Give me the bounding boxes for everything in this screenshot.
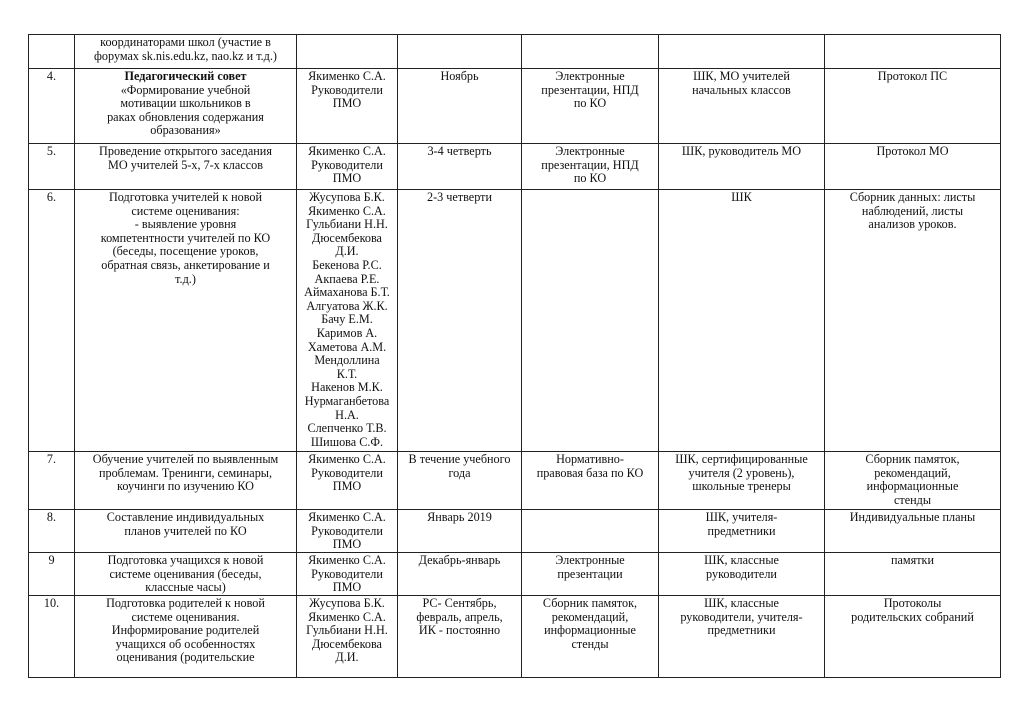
- cell-responsible: [297, 190, 398, 452]
- row-number: 10.: [43, 596, 60, 610]
- activity-line: классные часы): [145, 580, 226, 595]
- cell-resources: [522, 510, 659, 553]
- responsible-line: Д.И.: [335, 650, 359, 665]
- timing-line: Ноябрь: [440, 69, 479, 83]
- activity-line: системе оценивания (беседы,: [109, 566, 262, 581]
- cell-num: [29, 596, 75, 678]
- resources-line: Электронные: [555, 69, 625, 83]
- timing-line: 3-4 четверть: [427, 144, 492, 158]
- cell-responsible: [297, 69, 398, 144]
- participants-line: школьные тренеры: [692, 479, 791, 494]
- table-row: [29, 452, 1001, 510]
- resources-line: презентации, НПД: [541, 82, 639, 97]
- cell-activity: [75, 510, 297, 553]
- cell-output: [825, 35, 1001, 69]
- cell-timing: [398, 144, 522, 190]
- output-line: Протокол ПС: [877, 69, 948, 83]
- activity-line: обратная связь, анкетирование и: [101, 257, 270, 272]
- responsible-line: Бекенова Р.С.: [312, 257, 382, 272]
- activity-line: Подготовка учителей к новой: [109, 190, 262, 204]
- participants-line: ШК, сертифицированные: [675, 452, 808, 466]
- activity-line: «Формирование учебной: [120, 82, 251, 97]
- responsible-line: Бачу Е.М.: [321, 312, 373, 327]
- cell-output: [825, 69, 1001, 144]
- row-number: 7.: [46, 452, 57, 466]
- resources-line: информационные: [544, 623, 636, 638]
- cell-resources: [522, 553, 659, 596]
- responsible-line: Дюсембекова: [312, 636, 382, 651]
- cell-activity: [75, 69, 297, 144]
- table-row: [29, 144, 1001, 190]
- responsible-line: Акпаева Р.Е.: [314, 271, 380, 286]
- responsible-line: ПМО: [332, 580, 362, 595]
- cell-timing: [398, 553, 522, 596]
- output-line: Сборник памяток,: [865, 452, 960, 466]
- cell-num: [29, 144, 75, 190]
- activity-line: системе оценивания:: [131, 203, 240, 218]
- cell-timing: [398, 596, 522, 678]
- output-line: стенды: [893, 492, 932, 507]
- cell-participants: [659, 144, 825, 190]
- table-row: [29, 190, 1001, 452]
- responsible-line: Гульбиани Н.Н.: [306, 217, 388, 232]
- activity-line: Подготовка учащихся к новой: [107, 553, 264, 567]
- activity-line: т.д.): [175, 271, 196, 286]
- activity-line: мотивации школьников в: [120, 96, 251, 111]
- table-row: [29, 553, 1001, 596]
- resources-line: правовая база по КО: [536, 465, 644, 480]
- table-row: [29, 35, 1001, 69]
- activity-line: коучинги по изучению КО: [117, 479, 254, 494]
- responsible-line: ПМО: [332, 96, 362, 111]
- table-row: [29, 69, 1001, 144]
- activity-line: проблемам. Тренинги, семинары,: [98, 465, 273, 480]
- responsible-line: Якименко С.А.: [308, 203, 386, 218]
- table-body: [29, 35, 1001, 678]
- participants-line: ШК, МО учителей: [693, 69, 790, 83]
- participants-line: руководители, учителя-: [680, 609, 803, 624]
- cell-resources: [522, 596, 659, 678]
- cell-participants: [659, 510, 825, 553]
- cell-output: [825, 144, 1001, 190]
- activity-line: оценивания (родительские: [116, 650, 255, 665]
- row-number: 9: [48, 553, 55, 567]
- responsible-line: Жусупова Б.К.: [309, 190, 385, 204]
- participants-line: предметники: [707, 523, 776, 538]
- responsible-line: Гульбиани Н.Н.: [306, 623, 388, 638]
- participants-line: руководители: [706, 566, 777, 581]
- timing-line: РС- Сентябрь,: [422, 596, 497, 610]
- timing-line: ИК - постоянно: [418, 623, 501, 638]
- cell-resources: [522, 452, 659, 510]
- cell-timing: [398, 452, 522, 510]
- cell-resources: [522, 69, 659, 144]
- resources-line: Сборник памяток,: [542, 596, 638, 610]
- activity-line: Проведение открытого заседания: [99, 144, 272, 158]
- row-number: 4.: [46, 69, 57, 83]
- output-line: наблюдений, листы: [861, 203, 964, 218]
- cell-participants: [659, 553, 825, 596]
- cell-activity: [75, 35, 297, 69]
- activity-line: компетентности учителей по КО: [100, 230, 271, 245]
- cell-num: [29, 69, 75, 144]
- cell-participants: [659, 69, 825, 144]
- cell-resources: [522, 35, 659, 69]
- resources-line: рекомендаций,: [551, 609, 629, 624]
- cell-num: [29, 510, 75, 553]
- activity-line: образования»: [150, 123, 221, 138]
- responsible-line: Якименко С.А.: [308, 144, 386, 158]
- activity-line: Подготовка родителей к новой: [106, 596, 265, 610]
- cell-activity: [75, 190, 297, 452]
- table-row: [29, 596, 1001, 678]
- activity-line: Обучение учителей по выявленным: [92, 452, 279, 466]
- responsible-line: Руководители: [311, 523, 383, 538]
- activity-line: Педагогический совет: [124, 69, 247, 83]
- participants-line: ШК, учителя-: [705, 510, 778, 524]
- resources-line: Электронные: [555, 144, 625, 158]
- cell-responsible: [297, 553, 398, 596]
- output-line: родительских собраний: [851, 609, 974, 624]
- cell-responsible: [297, 144, 398, 190]
- participants-line: ШК, классные: [704, 553, 779, 567]
- participants-line: ШК: [731, 190, 752, 204]
- cell-output: [825, 510, 1001, 553]
- responsible-line: Руководители: [311, 82, 383, 97]
- cell-num: [29, 553, 75, 596]
- responsible-line: ПМО: [332, 479, 362, 494]
- responsible-line: Жусупова Б.К.: [309, 596, 385, 610]
- responsible-line: Слепченко Т.В.: [307, 421, 387, 436]
- activity-line: Составление индивидуальных: [106, 510, 265, 524]
- responsible-line: Накенов М.К.: [311, 380, 383, 395]
- cell-output: [825, 553, 1001, 596]
- responsible-line: Каримов А.: [316, 325, 378, 340]
- responsible-line: Руководители: [311, 157, 383, 172]
- resources-line: Электронные: [555, 553, 625, 567]
- responsible-line: Якименко С.А.: [308, 69, 386, 83]
- output-line: информационные: [866, 479, 959, 494]
- cell-num: [29, 35, 75, 69]
- participants-line: учителя (2 уровень),: [688, 465, 795, 480]
- responsible-line: Хаметова А.М.: [307, 339, 387, 354]
- activity-line: МО учителей 5-х, 7-х классов: [108, 157, 263, 172]
- cell-responsible: [297, 452, 398, 510]
- cell-activity: [75, 452, 297, 510]
- responsible-line: Н.А.: [335, 407, 359, 422]
- responsible-line: ПМО: [332, 537, 362, 552]
- responsible-line: Мендоллина: [314, 353, 380, 368]
- participants-line: предметники: [707, 623, 776, 638]
- cell-resources: [522, 144, 659, 190]
- activity-line: форумах sk.nis.edu.kz, nao.kz и т.д.): [94, 48, 277, 63]
- timing-line: 2-3 четверти: [426, 190, 493, 204]
- output-line: Протокол МО: [876, 144, 949, 158]
- cell-responsible: [297, 596, 398, 678]
- output-line: Индивидуальные планы: [849, 510, 976, 524]
- activity-line: - выявление уровня: [134, 217, 237, 232]
- responsible-line: Якименко С.А.: [308, 452, 386, 466]
- cell-output: [825, 596, 1001, 678]
- responsible-line: Якименко С.А.: [308, 510, 386, 524]
- activity-line: Информирование родителей: [111, 623, 260, 638]
- participants-line: начальных классов: [692, 82, 791, 97]
- output-line: Протоколы: [883, 596, 942, 610]
- action-plan-table: [28, 34, 1001, 678]
- responsible-line: Якименко С.А.: [308, 553, 386, 567]
- row-number: 5.: [46, 144, 57, 158]
- responsible-line: К.Т.: [336, 366, 358, 381]
- cell-activity: [75, 596, 297, 678]
- row-number: 8.: [46, 510, 57, 524]
- resources-line: Нормативно-: [556, 452, 624, 466]
- responsible-line: Руководители: [311, 465, 383, 480]
- timing-line: В течение учебного: [408, 452, 511, 466]
- activity-line: учащихся об особенностях: [115, 636, 256, 651]
- cell-output: [825, 452, 1001, 510]
- output-line: Сборник данных: листы: [849, 190, 976, 204]
- cell-timing: [398, 190, 522, 452]
- cell-num: [29, 452, 75, 510]
- participants-line: ШК, руководитель МО: [681, 144, 802, 158]
- cell-resources: [522, 190, 659, 452]
- resources-line: презентации: [557, 566, 623, 581]
- resources-line: стенды: [571, 636, 609, 651]
- activity-line: системе оценивания.: [131, 609, 240, 624]
- cell-num: [29, 190, 75, 452]
- cell-participants: [659, 35, 825, 69]
- cell-timing: [398, 510, 522, 553]
- cell-participants: [659, 452, 825, 510]
- resources-line: по КО: [573, 96, 607, 111]
- timing-line: Декабрь-январь: [418, 553, 501, 567]
- cell-activity: [75, 553, 297, 596]
- row-number: 6.: [46, 190, 57, 204]
- responsible-line: Нурмаганбетова: [304, 393, 390, 408]
- resources-line: презентации, НПД: [541, 157, 639, 172]
- timing-line: Январь 2019: [427, 510, 492, 524]
- timing-line: февраль, апрель,: [416, 609, 503, 624]
- activity-line: (беседы, посещение уроков,: [112, 244, 259, 259]
- timing-line: года: [448, 465, 471, 480]
- cell-timing: [398, 69, 522, 144]
- participants-line: ШК, классные: [704, 596, 779, 610]
- cell-responsible: [297, 510, 398, 553]
- cell-responsible: [297, 35, 398, 69]
- responsible-line: Руководители: [311, 566, 383, 581]
- responsible-line: ПМО: [332, 171, 362, 186]
- cell-participants: [659, 190, 825, 452]
- output-line: рекомендаций,: [874, 465, 951, 480]
- cell-participants: [659, 596, 825, 678]
- responsible-line: Алгуатова Ж.К.: [306, 298, 388, 313]
- responsible-line: Д.И.: [335, 244, 359, 259]
- activity-line: раках обновления содержания: [107, 109, 264, 124]
- output-line: анализов уроков.: [868, 217, 957, 232]
- cell-output: [825, 190, 1001, 452]
- activity-line: координаторами школ (участие в: [100, 35, 271, 49]
- responsible-line: Якименко С.А.: [308, 609, 386, 624]
- resources-line: по КО: [573, 171, 607, 186]
- cell-timing: [398, 35, 522, 69]
- responsible-line: Аймаханова Б.Т.: [304, 285, 390, 300]
- cell-activity: [75, 144, 297, 190]
- activity-line: планов учителей по КО: [124, 523, 247, 538]
- output-line: памятки: [890, 553, 935, 567]
- table-row: [29, 510, 1001, 553]
- responsible-line: Шишова С.Ф.: [310, 434, 384, 449]
- responsible-line: Дюсембекова: [312, 230, 382, 245]
